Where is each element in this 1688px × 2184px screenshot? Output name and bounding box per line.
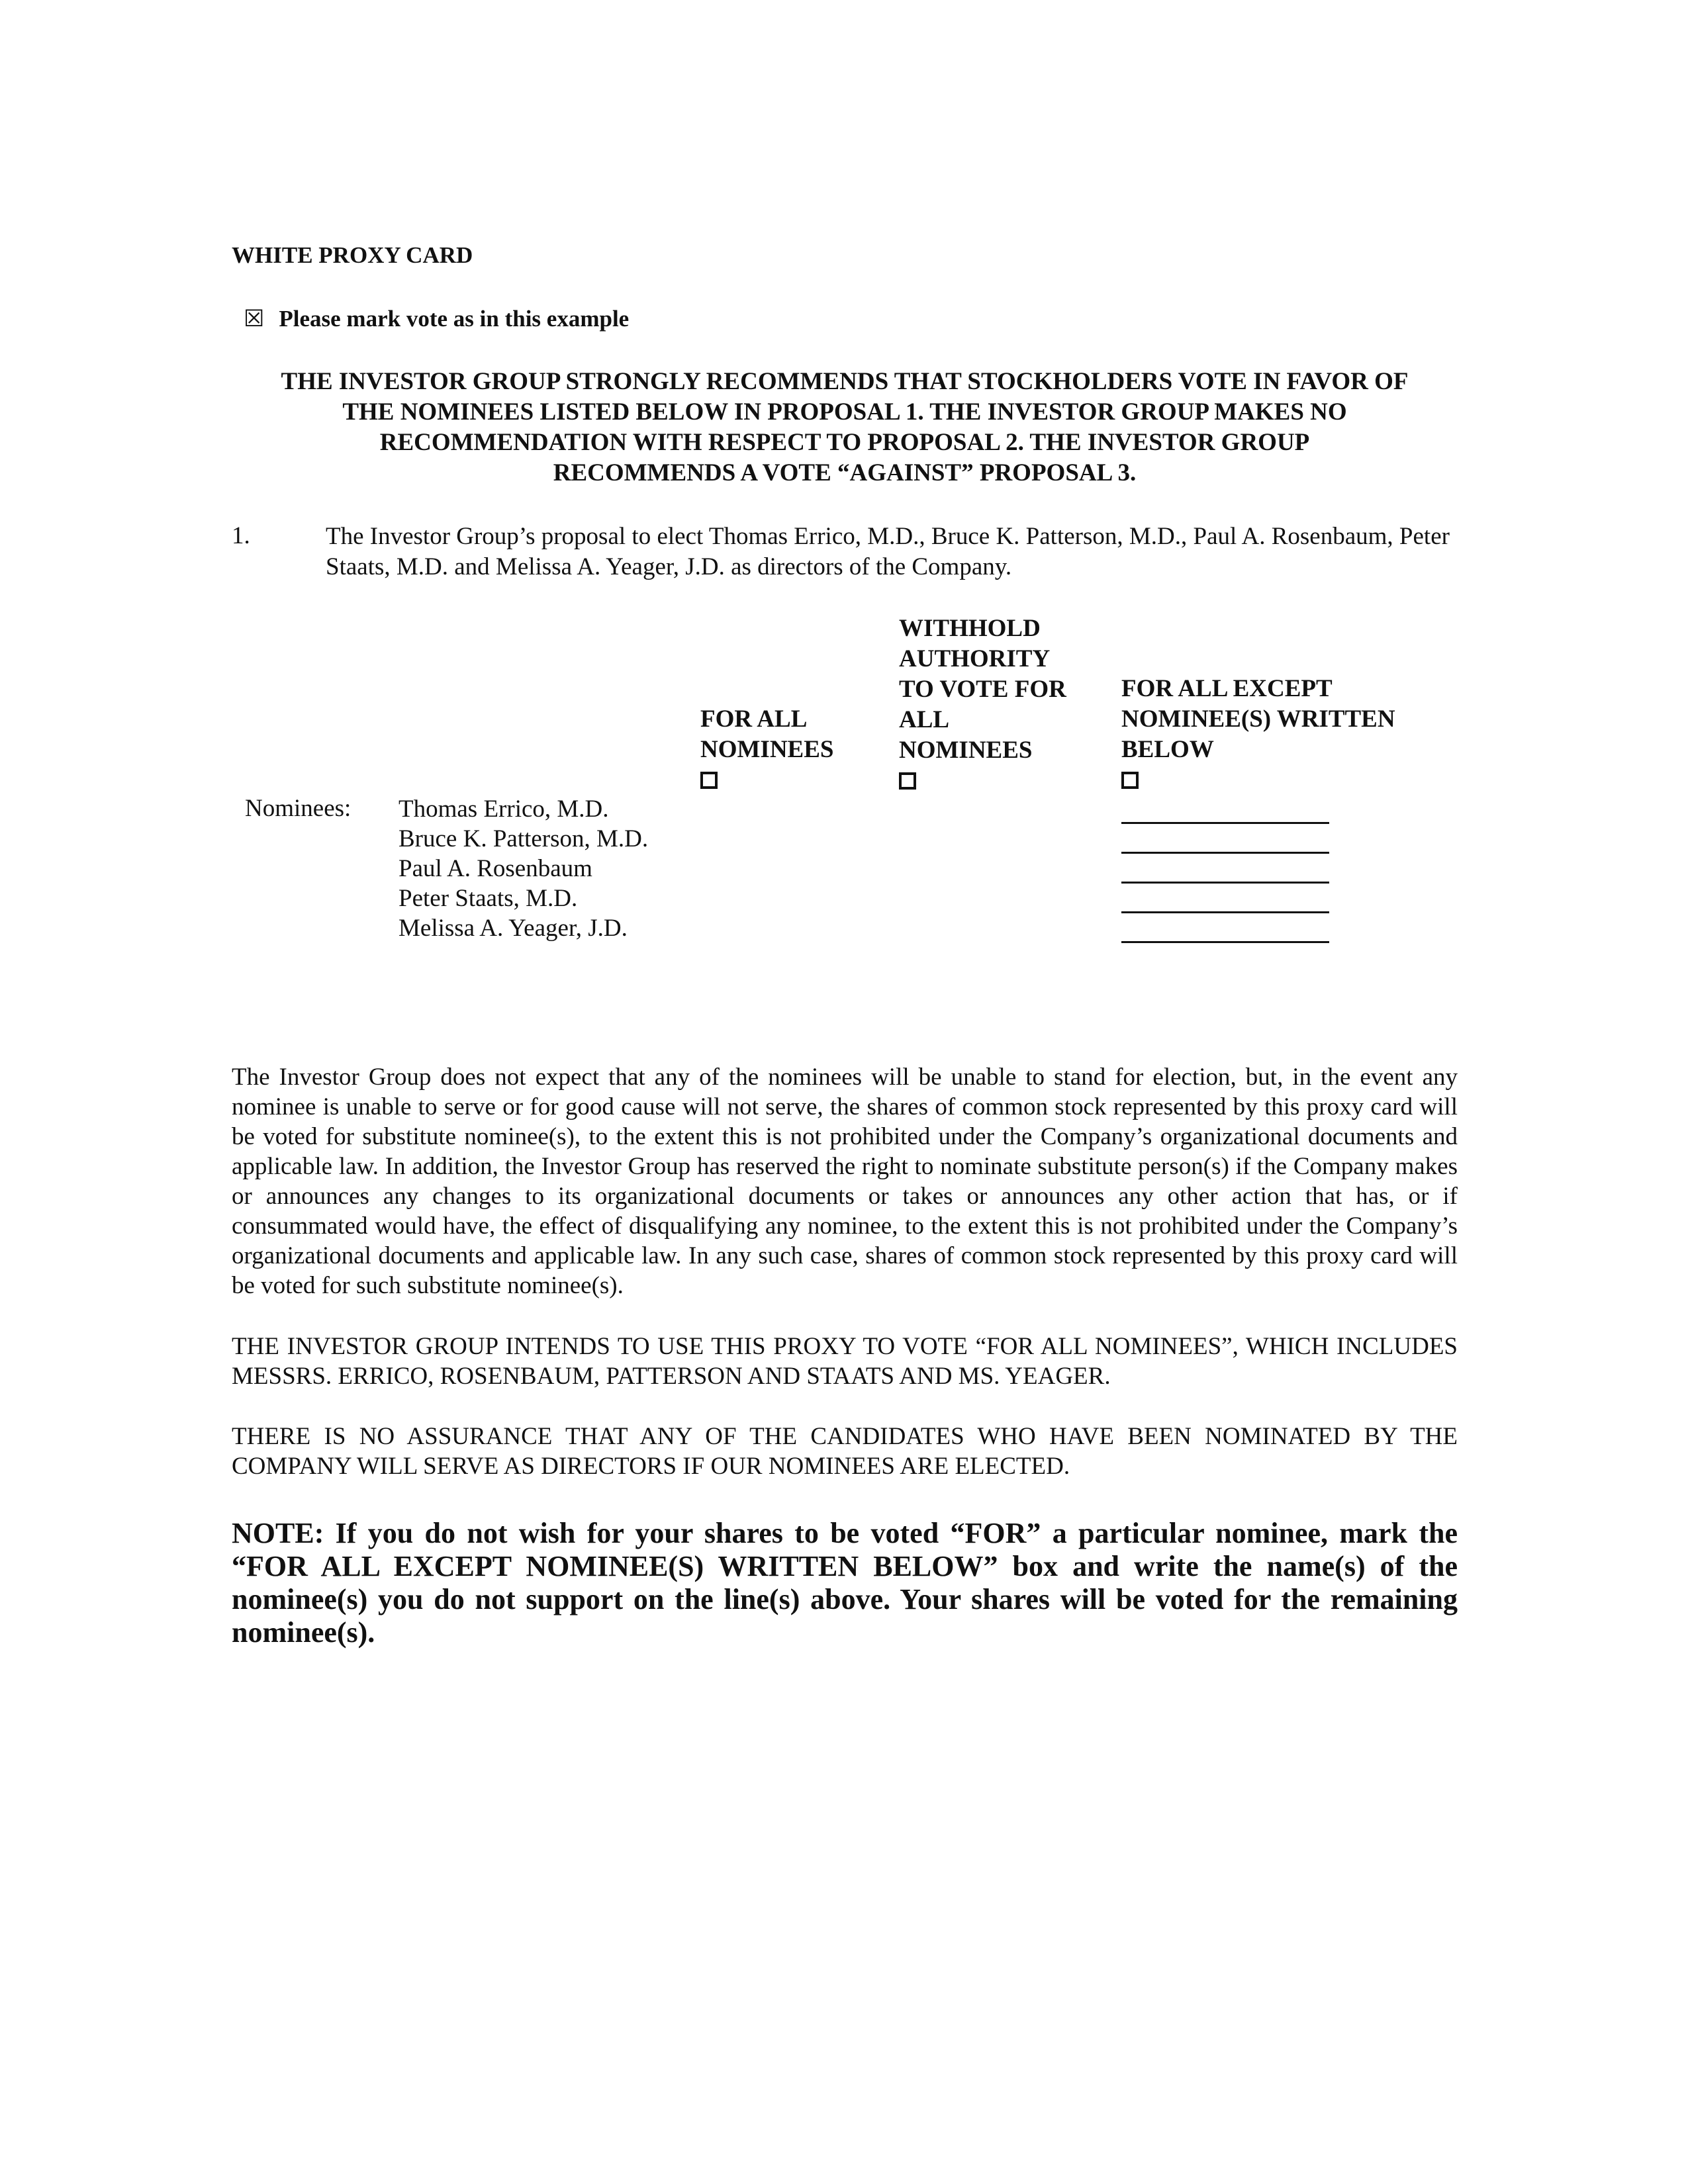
column-header-line: NOMINEES (700, 736, 834, 763)
for-all-nominees-checkbox[interactable] (700, 772, 718, 789)
exception-write-in-line[interactable] (1121, 911, 1329, 913)
nominee-list (399, 794, 648, 943)
for-all-except-column (1121, 674, 1472, 789)
proposal-number: 1. (232, 522, 250, 549)
column-header-line: TO VOTE FOR (899, 676, 1066, 703)
nominee-name: Thomas Errico, M.D. (399, 796, 609, 823)
exception-write-in-line[interactable] (1121, 822, 1329, 824)
recommendation-line: RECOMMENDS A VOTE “AGAINST” PROPOSAL 3. (553, 459, 1137, 486)
nominee-name: Melissa A. Yeager, J.D. (399, 915, 628, 942)
nominee-name: Bruce K. Patterson, M.D. (399, 825, 649, 852)
note-paragraph: NOTE: If you do not wish for your shares to be voted “FOR” a particular nominee, mark the “FOR ALL EXCEPT NOMINEE(S) WRITTEN BELOW” box and write the name(s) of the nominee(s) you do not support on the line(s) above. Your shares will be voted for the remaining nominee(s). (232, 1517, 1458, 1649)
substitute-nominee-paragraph: The Investor Group does not expect that any of the nominees will be unable to stand for election, but, in the event any nominee is unable to serve or for good cause will not serve, the shares of common stock represented by this proxy card will be voted for substitute nominee(s), to the extent this is not prohibited under the Company’s organizational documents and applicable law. In addition, the Investor Group has reserved the right to nominate substitute person(s) if the Company makes or announces any changes to its organizational documents or takes or announces any other action that has, or if consummated would have, the effect of disqualifying any nominee, to the extent this is not prohibited under the Company’s organizational documents and applicable law. In any such case, shares of common stock represented by this proxy card will be voted for such substitute nominee(s). (232, 1064, 1458, 1299)
vote-example-label: Please mark vote as in this example (279, 306, 630, 332)
column-header-line: NOMINEE(S) WRITTEN (1121, 705, 1395, 733)
withhold-authority-checkbox[interactable] (899, 772, 916, 790)
column-header-line: NOMINEES (899, 737, 1033, 764)
column-header-line: AUTHORITY (899, 645, 1051, 672)
recommendation-line: THE NOMINEES LISTED BELOW IN PROPOSAL 1. THE INVESTOR GROUP MAKES NO (342, 398, 1347, 426)
withhold-authority-column (899, 614, 1111, 790)
exception-write-in-line[interactable] (1121, 852, 1329, 854)
exception-write-in-line[interactable] (1121, 941, 1329, 943)
nominee-name: Paul A. Rosenbaum (399, 855, 592, 882)
no-assurance-paragraph: THERE IS NO ASSURANCE THAT ANY OF THE CANDIDATES WHO HAVE BEEN NOMINATED BY THE COMPANY WILL SERVE AS DIRECTORS IF OUR NOMINEES ARE ELECTED. (232, 1423, 1458, 1480)
column-header-line: FOR ALL (700, 705, 808, 733)
vote-example (244, 306, 629, 332)
nominee-name: Peter Staats, M.D. (399, 885, 578, 912)
column-header-line: FOR ALL EXCEPT (1121, 675, 1333, 702)
proposal-text: The Investor Group’s proposal to elect Thomas Errico, M.D., Bruce K. Patterson, M.D., Paul A. Rosenbaum, Peter Staats, M.D. and Melissa A. Yeager, J.D. as directors of the Company. (326, 523, 1450, 580)
nominees-label: Nominees: (245, 795, 352, 822)
recommendation-statement (232, 367, 1458, 488)
x-box-icon: ☒ (244, 306, 265, 332)
for-all-nominees-column (700, 704, 892, 789)
column-header-line: WITHHOLD (899, 615, 1041, 642)
card-title: WHITE PROXY CARD (232, 242, 473, 268)
column-header-line: ALL (899, 706, 950, 733)
for-all-except-checkbox[interactable] (1121, 772, 1139, 789)
column-header-line: BELOW (1121, 736, 1214, 763)
recommendation-line: RECOMMENDATION WITH RESPECT TO PROPOSAL 2. THE INVESTOR GROUP (379, 429, 1310, 456)
voting-intent-paragraph: THE INVESTOR GROUP INTENDS TO USE THIS PROXY TO VOTE “FOR ALL NOMINEES”, WHICH INCLUDES MESSRS. ERRICO, ROSENBAUM, PATTERSON AND STAATS AND MS. YEAGER. (232, 1333, 1458, 1390)
recommendation-line: THE INVESTOR GROUP STRONGLY RECOMMENDS THAT STOCKHOLDERS VOTE IN FAVOR OF (281, 368, 1409, 395)
exception-write-in-line[interactable] (1121, 882, 1329, 884)
